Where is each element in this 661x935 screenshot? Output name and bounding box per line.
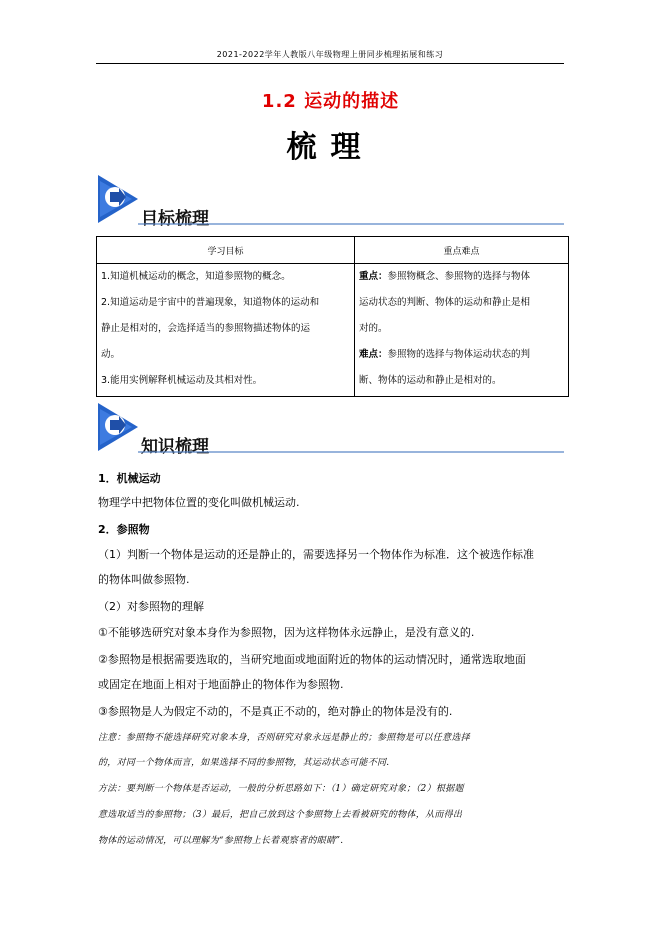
page-header: 2021-2022学年人教版八年级物理上册同步梳理拓展和练习 [216, 50, 444, 59]
objective-line: 动。 [101, 349, 121, 360]
paragraph: 物理学中把物体位置的变化叫做机械运动. [98, 496, 300, 509]
note-text: 注意：参照物不能选择研究对象本身，否则研究对象永远是静止的；参照物是可以任意选择 [98, 733, 471, 743]
heading-mechanical-motion: 1．机械运动 [98, 472, 161, 485]
objective-line: 1.知道机械运动的概念，知道参照物的概念。 [101, 271, 291, 282]
goals-table [96, 236, 569, 397]
list-item: 或固定在地面上相对于地面静止的物体作为参照物. [98, 678, 344, 691]
method-text: 物体的运动情况，可以理解为“参照物上长着观察者的眼睛”. [98, 836, 344, 846]
difficulty-text: 参照物的选择与物体运动状态的判 [387, 349, 531, 360]
section-divider [98, 450, 564, 454]
list-item: ③参照物是人为假定不动的，不是真正不动的，绝对静止的物体是没有的. [98, 705, 453, 718]
section-divider [98, 222, 564, 226]
arrow-right-icon [98, 175, 138, 223]
goals-table-header-keypoints: 重点难点 [355, 237, 569, 264]
key-point-line [359, 264, 564, 290]
method-text: 方法：要判断一个物体是否运动，一般的分析思路如下：（1）确定研究对象；（2）根据题 [98, 784, 464, 794]
key-point-text: 参照物概念、参照物的选择与物体 [387, 271, 531, 282]
lesson-title: 1.2 运动的描述 [261, 91, 400, 112]
keypoints-cell [355, 264, 569, 397]
heading-reference-object: 2．参照物 [98, 523, 150, 536]
objective-line: 3.能用实例解释机械运动及其相对性。 [101, 375, 263, 386]
section-main-title: 梳理 [286, 130, 375, 165]
objectives-cell [97, 264, 355, 397]
key-point-line: 对的。 [359, 323, 388, 334]
method-text: 意选取适当的参照物；（3）最后，把自己放到这个参照物上去看被研究的物体，从而得出 [98, 810, 463, 820]
paragraph: （2）对参照物的理解 [98, 600, 204, 613]
difficulty-label: 难点： [359, 349, 388, 360]
section-label-knowledge: 知识梳理 [141, 437, 209, 457]
section-label-goals: 目标梳理 [141, 209, 209, 229]
list-item: ②参照物是根据需要选取的，当研究地面或地面附近的物体的运动情况时，通常选取地面 [98, 653, 526, 666]
header-divider [96, 63, 564, 64]
paragraph: 的物体叫做参照物. [98, 573, 190, 586]
key-point-line: 运动状态的判断、物体的运动和静止是相 [359, 297, 531, 308]
note-text: 的，对同一个物体而言，如果选择不同的参照物，其运动状态可能不同. [98, 758, 390, 768]
list-item: ①不能够选研究对象本身作为参照物，因为这样物体永远静止，是没有意义的. [98, 626, 475, 639]
objective-line: 2.知道运动是宇宙中的普遍现象，知道物体的运动和 [101, 297, 320, 308]
difficulty-line [359, 342, 564, 368]
paragraph: （1）判断一个物体是运动的还是静止的，需要选择另一个物体作为标准．这个被选作标准 [98, 548, 534, 561]
arrow-right-icon [98, 403, 138, 451]
key-point-label: 重点： [359, 271, 388, 282]
difficulty-line: 断、物体的运动和静止是相对的。 [359, 375, 502, 386]
objective-line: 静止是相对的，会选择适当的参照物描述物体的运 [101, 323, 311, 334]
goals-table-header-objectives: 学习目标 [97, 237, 355, 264]
